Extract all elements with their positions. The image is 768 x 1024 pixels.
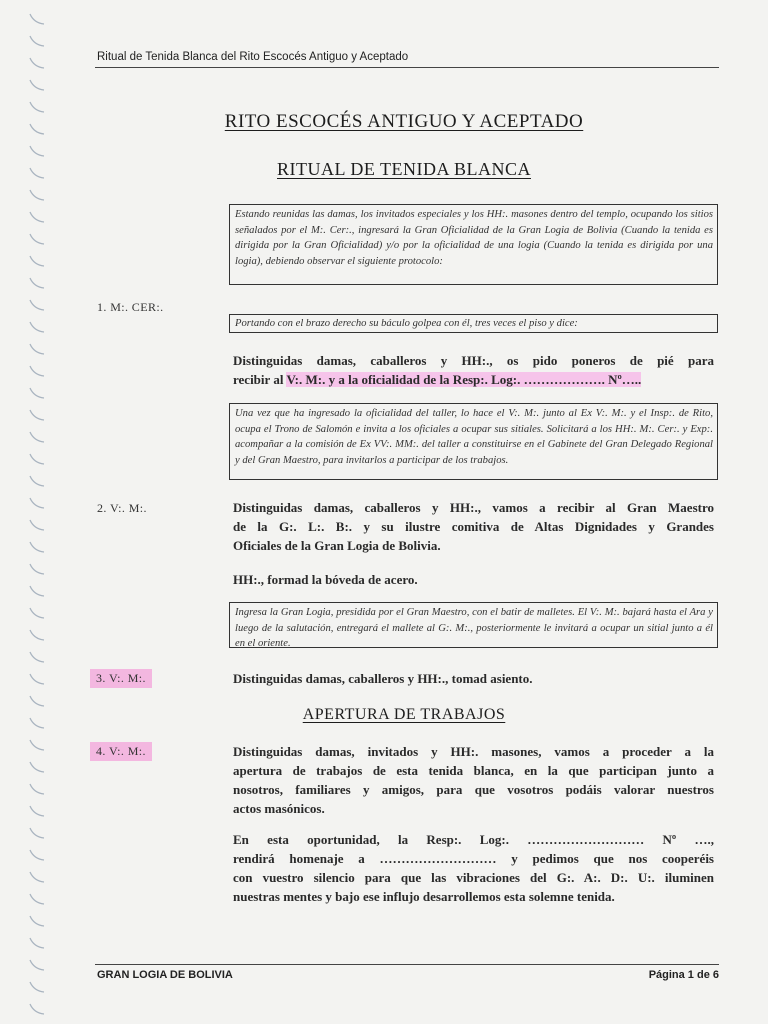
binder-ring: [30, 630, 44, 640]
speech-5: [233, 830, 714, 906]
binder-ring: [30, 322, 44, 332]
speech-2-line-3: Oficiales de la Gran Logia de Bolivia.: [233, 538, 441, 553]
speech-1-line-1: Distinguidas damas, caballeros y HH:., os pido poneros de pié para: [233, 353, 714, 368]
binder-ring: [30, 366, 44, 376]
binder-ring: [30, 344, 44, 354]
binder-ring: [30, 190, 44, 200]
binder-ring: [30, 828, 44, 838]
binder-ring: [30, 58, 44, 68]
document-subtitle: RITUAL DE TENIDA BLANCA: [277, 159, 531, 179]
speech-5-line-4: nuestras mentes y bajo ese influjo desarrollemos esta solemne tenida.: [233, 889, 615, 904]
speech-2b: HH:., formad la bóveda de acero.: [233, 572, 418, 587]
speech-2: [233, 498, 714, 555]
highlighted-text: V:. M:. y a la oficialidad de la Resp:. Log:. ………………. Nº…..: [286, 372, 642, 387]
speaker-label-3: 3. V:. M:.: [90, 669, 152, 688]
footer-rule: [95, 964, 719, 965]
binder-ring: [30, 498, 44, 508]
binder-ring: [30, 938, 44, 948]
binder-ring: [30, 36, 44, 46]
binder-ring: [30, 1004, 44, 1014]
binder-ring: [30, 696, 44, 706]
binder-ring: [30, 256, 44, 266]
speech-5-line-2: rendirá homenaje a ……………………… y pedimos que nos cooperéis: [233, 851, 714, 866]
binder-ring: [30, 542, 44, 552]
running-header: Ritual de Tenida Blanca del Rito Escocés Antiguo y Aceptado: [97, 51, 409, 63]
instruction-box-staff: Portando con el brazo derecho su báculo golpea con él, tres veces el piso y dice:: [229, 314, 718, 333]
binder-ring: [30, 146, 44, 156]
binder-rings-decoration: [0, 0, 60, 1024]
binder-ring: [30, 476, 44, 486]
binder-ring: [30, 300, 44, 310]
binder-ring: [30, 432, 44, 442]
binder-ring: [30, 806, 44, 816]
speech-1: [233, 351, 714, 389]
speech-4-line-1: Distinguidas damas, invitados y HH:. masones, vamos a proceder a la: [233, 744, 714, 759]
binder-ring: [30, 960, 44, 970]
speech-4-line-3: nosotros, familiares y amigos, para que vosotros podáis valorar nuestros: [233, 782, 714, 797]
document-title: RITO ESCOCÉS ANTIGUO Y ACEPTADO: [224, 111, 584, 132]
speaker-label-4: 4. V:. M:.: [90, 742, 152, 761]
speech-1-line-2: [233, 370, 714, 389]
binder-ring: [30, 410, 44, 420]
binder-ring: [30, 454, 44, 464]
binder-ring: [30, 80, 44, 90]
speech-2-line-2: de la G:. L:. B:. y su ilustre comitiva de Altas Dignidades y Grandes: [233, 519, 714, 534]
binder-ring: [30, 894, 44, 904]
speech-1-line-2-start: recibir al: [233, 372, 287, 387]
speech-5-line-3: con vuestro silencio para que las vibraciones del G:. A:. D:. U:. iluminen: [233, 870, 714, 885]
header-rule: [95, 67, 719, 68]
instruction-box-officers: Una vez que ha ingresado la oficialidad del taller, lo hace el V:. M:. junto al Ex V:. M:. y el Insp:. de Rito, ocupa el Trono de Salomón e invita a los oficiales a ocupar sus sitiales. Solicitará a los HH:. M:. Cer:. y Exp:. acompañar a la comisión de Ex VV:. MM:. del taller a constituirse en el Gabinete del Gran Delegado Regional y del Gran Maestro, para invitarlos a participar de los trabajos.: [229, 403, 718, 480]
binder-ring: [30, 784, 44, 794]
binder-ring: [30, 608, 44, 618]
speech-4-line-2: apertura de trabajos de esta tenida blanca, en la que participan junto a: [233, 763, 714, 778]
speaker-label-1: 1. M:. CER:.: [97, 300, 164, 314]
speech-4: [233, 742, 714, 818]
binder-ring: [30, 586, 44, 596]
speech-4-line-4: actos masónicos.: [233, 801, 325, 816]
binder-ring: [30, 278, 44, 288]
speech-3: Distinguidas damas, caballeros y HH:., tomad asiento.: [233, 671, 533, 686]
binder-ring: [30, 674, 44, 684]
instruction-box-intro: Estando reunidas las damas, los invitados especiales y los HH:. masones dentro del templo, ocupando los sitios señalados por el M:. Cer:., ingresará la Gran Oficialidad de la Gran Logia de Bolivia (Cuando la tenida es dirigida por la Gran Oficialidad) y/o por la oficialidad de una logia (Cuando la tenida es dirigida por una logia), debiendo observar el siguiente protocolo:: [229, 204, 718, 285]
binder-ring: [30, 850, 44, 860]
page-number: Página 1 de 6: [648, 969, 719, 981]
binder-ring: [30, 14, 44, 24]
binder-ring: [30, 916, 44, 926]
section-heading: APERTURA DE TRABAJOS: [302, 706, 506, 723]
instruction-box-grand-lodge: Ingresa la Gran Logia, presidida por el Gran Maestro, con el batir de malletes. El V:. M:. bajará hasta el Ara y luego de la salutación, entregará el mallete al G:. M:., posteriormente le invitará a ocupar un sitial junto a él en el oriente.: [229, 602, 718, 648]
binder-ring: [30, 520, 44, 530]
speech-2-line-1: Distinguidas damas, caballeros y HH:., vamos a recibir al Gran Maestro: [233, 500, 714, 515]
binder-ring: [30, 564, 44, 574]
binder-ring: [30, 740, 44, 750]
binder-ring: [30, 762, 44, 772]
binder-ring: [30, 388, 44, 398]
binder-ring: [30, 872, 44, 882]
footer-organization: GRAN LOGIA DE BOLIVIA: [97, 969, 233, 981]
binder-ring: [30, 234, 44, 244]
binder-ring: [30, 652, 44, 662]
speaker-label-2: 2. V:. M:.: [97, 501, 147, 515]
speech-5-line-1: En esta oportunidad, la Resp:. Log:. ……………………… Nº ….,: [233, 832, 714, 847]
binder-ring: [30, 212, 44, 222]
binder-ring: [30, 982, 44, 992]
